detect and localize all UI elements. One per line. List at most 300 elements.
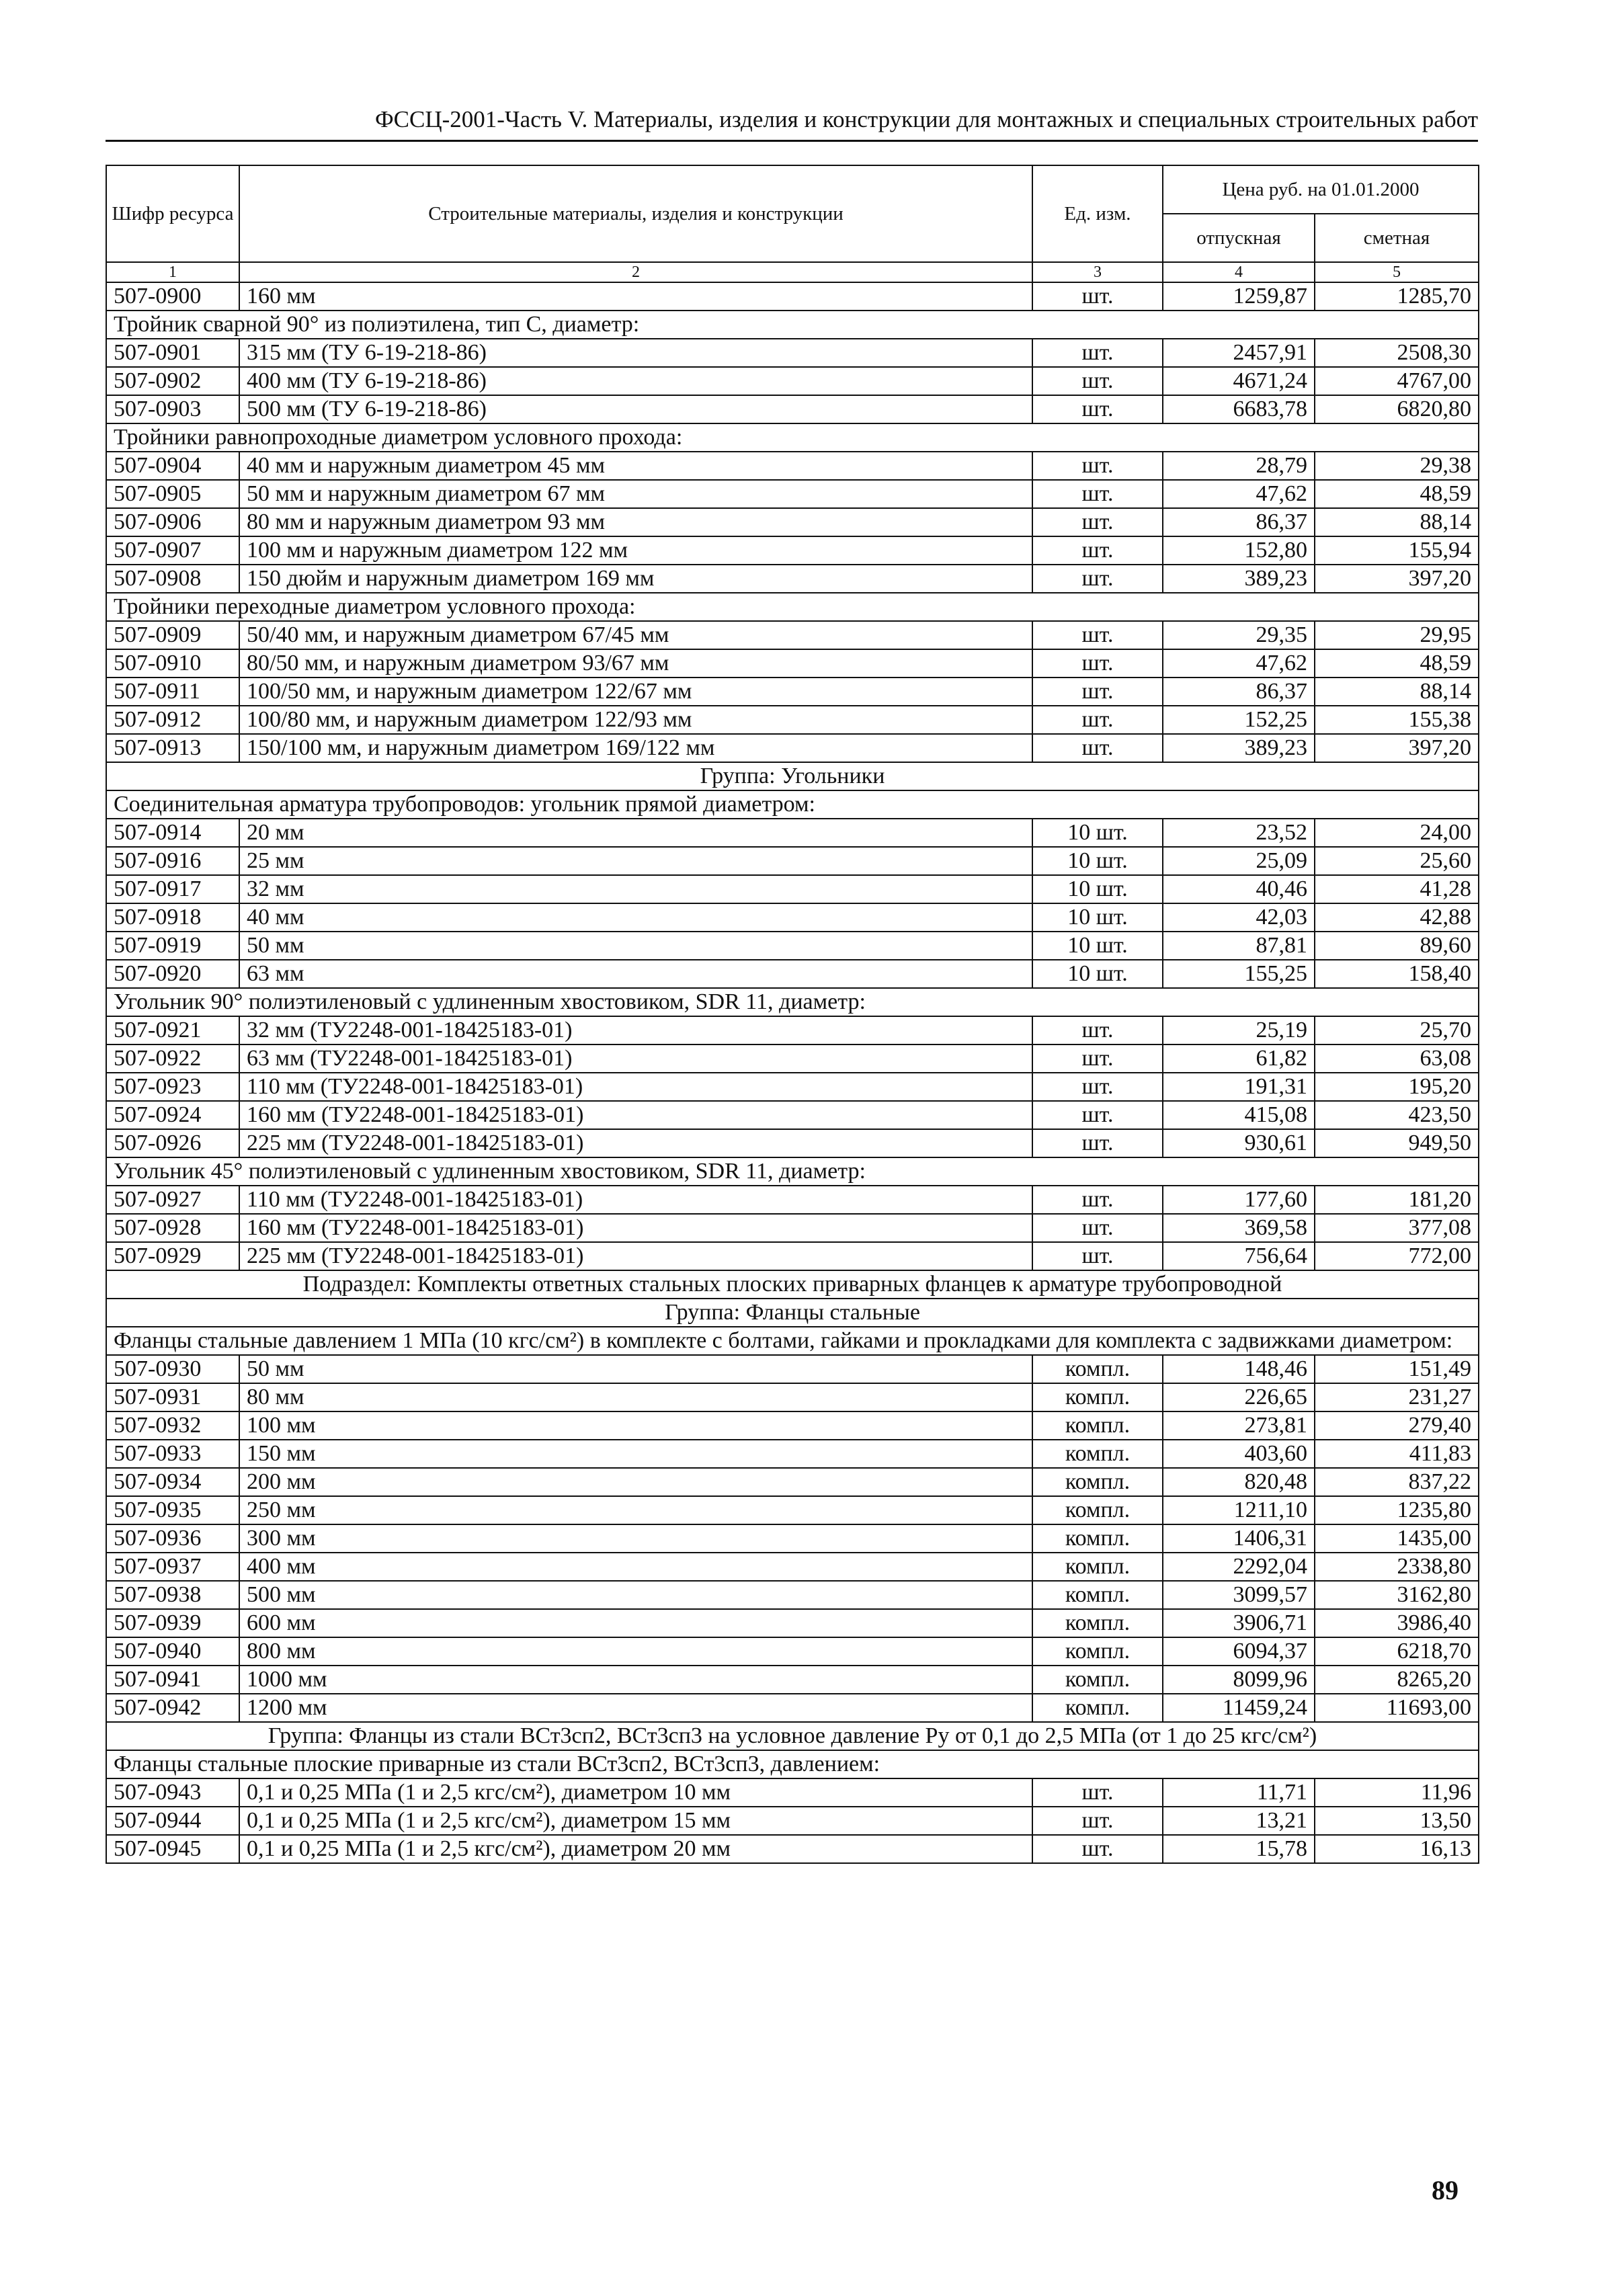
material-name-cell: 0,1 и 0,25 МПа (1 и 2,5 кгс/см²), диаметром 10 мм <box>239 1778 1032 1807</box>
resource-code-cell: 507-0903 <box>106 395 239 423</box>
release-price-cell: 191,31 <box>1163 1073 1315 1101</box>
resource-code-cell: 507-0902 <box>106 367 239 395</box>
material-name-cell: 80/50 мм, и наружным диаметром 93/67 мм <box>239 649 1032 678</box>
material-name-cell: 250 мм <box>239 1496 1032 1524</box>
unit-cell: компл. <box>1032 1524 1163 1553</box>
estimate-price-cell: 48,59 <box>1315 649 1479 678</box>
material-name-cell: 1200 мм <box>239 1694 1032 1722</box>
group-heading-row <box>106 1299 1479 1327</box>
subheading-text: Тройник сварной 90° из полиэтилена, тип С, диаметр: <box>106 311 1479 339</box>
release-price-cell: 177,60 <box>1163 1186 1315 1214</box>
unit-cell: шт. <box>1032 1242 1163 1270</box>
group-heading-text: Группа: Фланцы стальные <box>106 1299 1479 1327</box>
table-row <box>106 1186 1479 1214</box>
release-price-cell: 61,82 <box>1163 1044 1315 1073</box>
table-row <box>106 395 1479 423</box>
release-price-cell: 47,62 <box>1163 649 1315 678</box>
release-price-cell: 930,61 <box>1163 1129 1315 1157</box>
table-row <box>106 1411 1479 1440</box>
material-name-cell: 1000 мм <box>239 1666 1032 1694</box>
unit-cell: компл. <box>1032 1666 1163 1694</box>
unit-cell: компл. <box>1032 1609 1163 1637</box>
resource-code-cell: 507-0941 <box>106 1666 239 1694</box>
resource-code-cell: 507-0937 <box>106 1553 239 1581</box>
table-row <box>106 565 1479 593</box>
resource-code-cell: 507-0945 <box>106 1835 239 1863</box>
release-price-cell: 148,46 <box>1163 1355 1315 1383</box>
material-name-cell: 110 мм (ТУ2248-001-18425183-01) <box>239 1186 1032 1214</box>
unit-cell: шт. <box>1032 706 1163 734</box>
subheading-text: Фланцы стальные давлением 1 МПа (10 кгс/см²) в комплекте с болтами, гайками и прокладками для комплекта с задвижками диаметром: <box>106 1327 1479 1355</box>
release-price-cell: 2292,04 <box>1163 1553 1315 1581</box>
column-number: 3 <box>1032 262 1163 282</box>
material-name-cell: 800 мм <box>239 1637 1032 1666</box>
table-row <box>106 367 1479 395</box>
unit-cell: компл. <box>1032 1581 1163 1609</box>
subheading-row <box>106 790 1479 819</box>
resource-code-cell: 507-0932 <box>106 1411 239 1440</box>
material-name-cell: 225 мм (ТУ2248-001-18425183-01) <box>239 1242 1032 1270</box>
section-heading-row <box>106 1270 1479 1299</box>
unit-cell: 10 шт. <box>1032 932 1163 960</box>
material-name-cell: 40 мм и наружным диаметром 45 мм <box>239 452 1032 480</box>
estimate-price-cell: 151,49 <box>1315 1355 1479 1383</box>
estimate-price-cell: 25,60 <box>1315 847 1479 875</box>
estimate-price-cell: 2508,30 <box>1315 339 1479 367</box>
unit-cell: шт. <box>1032 1016 1163 1044</box>
estimate-price-cell: 24,00 <box>1315 819 1479 847</box>
estimate-price-cell: 16,13 <box>1315 1835 1479 1863</box>
estimate-price-cell: 29,38 <box>1315 452 1479 480</box>
material-name-cell: 20 мм <box>239 819 1032 847</box>
resource-code-cell: 507-0914 <box>106 819 239 847</box>
release-price-cell: 403,60 <box>1163 1440 1315 1468</box>
resource-code-cell: 507-0917 <box>106 875 239 903</box>
table-row <box>106 480 1479 508</box>
release-price-cell: 3906,71 <box>1163 1609 1315 1637</box>
resource-code-cell: 507-0930 <box>106 1355 239 1383</box>
release-price-cell: 47,62 <box>1163 480 1315 508</box>
material-name-cell: 25 мм <box>239 847 1032 875</box>
release-price-cell: 756,64 <box>1163 1242 1315 1270</box>
release-price-cell: 155,25 <box>1163 960 1315 988</box>
estimate-price-cell: 89,60 <box>1315 932 1479 960</box>
release-price-cell: 8099,96 <box>1163 1666 1315 1694</box>
release-price-cell: 25,19 <box>1163 1016 1315 1044</box>
table-row <box>106 932 1479 960</box>
material-name-cell: 63 мм (ТУ2248-001-18425183-01) <box>239 1044 1032 1073</box>
material-name-cell: 300 мм <box>239 1524 1032 1553</box>
page-number: 89 <box>1432 2175 1459 2205</box>
material-name-cell: 80 мм и наружным диаметром 93 мм <box>239 508 1032 536</box>
unit-cell: компл. <box>1032 1637 1163 1666</box>
unit-cell: шт. <box>1032 1186 1163 1214</box>
unit-cell: 10 шт. <box>1032 960 1163 988</box>
table-row <box>106 508 1479 536</box>
resource-code-cell: 507-0944 <box>106 1807 239 1835</box>
column-header-price: Цена руб. на 01.01.2000 <box>1163 165 1479 214</box>
resource-code-cell: 507-0906 <box>106 508 239 536</box>
unit-cell: шт. <box>1032 1044 1163 1073</box>
resource-code-cell: 507-0924 <box>106 1101 239 1129</box>
table-row <box>106 1440 1479 1468</box>
unit-cell: шт. <box>1032 565 1163 593</box>
resource-code-cell: 507-0910 <box>106 649 239 678</box>
resource-code-cell: 507-0927 <box>106 1186 239 1214</box>
table-row <box>106 678 1479 706</box>
material-name-cell: 160 мм (ТУ2248-001-18425183-01) <box>239 1214 1032 1242</box>
release-price-cell: 13,21 <box>1163 1807 1315 1835</box>
release-price-cell: 6094,37 <box>1163 1637 1315 1666</box>
estimate-price-cell: 1285,70 <box>1315 282 1479 311</box>
resource-code-cell: 507-0928 <box>106 1214 239 1242</box>
table-row <box>106 1694 1479 1722</box>
resource-code-cell: 507-0934 <box>106 1468 239 1496</box>
resource-code-cell: 507-0929 <box>106 1242 239 1270</box>
table-row <box>106 536 1479 565</box>
table-row <box>106 1581 1479 1609</box>
table-row <box>106 1666 1479 1694</box>
column-header-code: Шифр ресурса <box>106 165 239 262</box>
resource-code-cell: 507-0935 <box>106 1496 239 1524</box>
subheading-row <box>106 423 1479 452</box>
section-heading-text: Подраздел: Комплекты ответных стальных плоских приварных фланцев к арматуре трубопроводной <box>106 1270 1479 1299</box>
estimate-price-cell: 279,40 <box>1315 1411 1479 1440</box>
resource-code-cell: 507-0904 <box>106 452 239 480</box>
unit-cell: 10 шт. <box>1032 875 1163 903</box>
unit-cell: шт. <box>1032 1101 1163 1129</box>
material-name-cell: 400 мм (ТУ 6-19-218-86) <box>239 367 1032 395</box>
material-name-cell: 100/80 мм, и наружным диаметром 122/93 мм <box>239 706 1032 734</box>
subheading-text: Тройники переходные диаметром условного прохода: <box>106 593 1479 621</box>
material-name-cell: 0,1 и 0,25 МПа (1 и 2,5 кгс/см²), диаметром 20 мм <box>239 1835 1032 1863</box>
unit-cell: компл. <box>1032 1496 1163 1524</box>
release-price-cell: 86,37 <box>1163 508 1315 536</box>
unit-cell: 10 шт. <box>1032 847 1163 875</box>
unit-cell: 10 шт. <box>1032 903 1163 932</box>
table-row <box>106 903 1479 932</box>
table-row <box>106 1637 1479 1666</box>
release-price-cell: 28,79 <box>1163 452 1315 480</box>
resource-code-cell: 507-0900 <box>106 282 239 311</box>
estimate-price-cell: 2338,80 <box>1315 1553 1479 1581</box>
group-heading-row <box>106 762 1479 790</box>
estimate-price-cell: 13,50 <box>1315 1807 1479 1835</box>
resource-code-cell: 507-0916 <box>106 847 239 875</box>
release-price-cell: 87,81 <box>1163 932 1315 960</box>
resource-code-cell: 507-0909 <box>106 621 239 649</box>
resource-code-cell: 507-0940 <box>106 1637 239 1666</box>
resource-code-cell: 507-0926 <box>106 1129 239 1157</box>
estimate-price-cell: 88,14 <box>1315 508 1479 536</box>
table-row <box>106 1553 1479 1581</box>
table-row <box>106 1524 1479 1553</box>
subheading-row <box>106 1750 1479 1778</box>
release-price-cell: 1211,10 <box>1163 1496 1315 1524</box>
resource-code-cell: 507-0921 <box>106 1016 239 1044</box>
resource-code-cell: 507-0908 <box>106 565 239 593</box>
table-row <box>106 706 1479 734</box>
estimate-price-cell: 6820,80 <box>1315 395 1479 423</box>
estimate-price-cell: 6218,70 <box>1315 1637 1479 1666</box>
material-name-cell: 150/100 мм, и наружным диаметром 169/122 мм <box>239 734 1032 762</box>
release-price-cell: 40,46 <box>1163 875 1315 903</box>
unit-cell: шт. <box>1032 536 1163 565</box>
resource-code-cell: 507-0920 <box>106 960 239 988</box>
resource-code-cell: 507-0939 <box>106 1609 239 1637</box>
release-price-cell: 11,71 <box>1163 1778 1315 1807</box>
resource-code-cell: 507-0905 <box>106 480 239 508</box>
estimate-price-cell: 155,38 <box>1315 706 1479 734</box>
release-price-cell: 389,23 <box>1163 565 1315 593</box>
release-price-cell: 820,48 <box>1163 1468 1315 1496</box>
release-price-cell: 273,81 <box>1163 1411 1315 1440</box>
table-row <box>106 1073 1479 1101</box>
estimate-price-cell: 4767,00 <box>1315 367 1479 395</box>
estimate-price-cell: 949,50 <box>1315 1129 1479 1157</box>
unit-cell: компл. <box>1032 1411 1163 1440</box>
estimate-price-cell: 3162,80 <box>1315 1581 1479 1609</box>
unit-cell: шт. <box>1032 1214 1163 1242</box>
subheading-text: Угольник 90° полиэтиленовый с удлиненным хвостовиком, SDR 11, диаметр: <box>106 988 1479 1016</box>
unit-cell: шт. <box>1032 508 1163 536</box>
unit-cell: шт. <box>1032 1778 1163 1807</box>
resource-code-cell: 507-0923 <box>106 1073 239 1101</box>
unit-cell: шт. <box>1032 1073 1163 1101</box>
subheading-row <box>106 988 1479 1016</box>
material-name-cell: 63 мм <box>239 960 1032 988</box>
resource-code-cell: 507-0938 <box>106 1581 239 1609</box>
estimate-price-cell: 25,70 <box>1315 1016 1479 1044</box>
table-row <box>106 875 1479 903</box>
subheading-text: Соединительная арматура трубопроводов: угольник прямой диаметром: <box>106 790 1479 819</box>
material-name-cell: 200 мм <box>239 1468 1032 1496</box>
release-price-cell: 1259,87 <box>1163 282 1315 311</box>
material-name-cell: 50 мм <box>239 1355 1032 1383</box>
release-price-cell: 415,08 <box>1163 1101 1315 1129</box>
column-number: 4 <box>1163 262 1315 282</box>
estimate-price-cell: 88,14 <box>1315 678 1479 706</box>
estimate-price-cell: 231,27 <box>1315 1383 1479 1411</box>
estimate-price-cell: 423,50 <box>1315 1101 1479 1129</box>
table-row <box>106 1214 1479 1242</box>
estimate-price-cell: 411,83 <box>1315 1440 1479 1468</box>
material-name-cell: 160 мм (ТУ2248-001-18425183-01) <box>239 1101 1032 1129</box>
unit-cell: шт. <box>1032 339 1163 367</box>
resource-code-cell: 507-0919 <box>106 932 239 960</box>
estimate-price-cell: 11693,00 <box>1315 1694 1479 1722</box>
table-row <box>106 339 1479 367</box>
resource-code-cell: 507-0901 <box>106 339 239 367</box>
estimate-price-cell: 377,08 <box>1315 1214 1479 1242</box>
section-heading-text: Группа: Фланцы из стали ВСт3сп2, ВСт3сп3 на условное давление Ру от 0,1 до 2,5 МПа (от 1 до 25 кгс/см²) <box>106 1722 1479 1750</box>
unit-cell: компл. <box>1032 1553 1163 1581</box>
section-heading-row <box>106 1722 1479 1750</box>
subheading-text: Угольник 45° полиэтиленовый с удлиненным хвостовиком, SDR 11, диаметр: <box>106 1157 1479 1186</box>
unit-cell: шт. <box>1032 649 1163 678</box>
unit-cell: шт. <box>1032 678 1163 706</box>
estimate-price-cell: 29,95 <box>1315 621 1479 649</box>
material-name-cell: 150 дюйм и наружным диаметром 169 мм <box>239 565 1032 593</box>
material-name-cell: 500 мм <box>239 1581 1032 1609</box>
table-row <box>106 1242 1479 1270</box>
estimate-price-cell: 181,20 <box>1315 1186 1479 1214</box>
resource-code-cell: 507-0922 <box>106 1044 239 1073</box>
unit-cell: шт. <box>1032 282 1163 311</box>
release-price-cell: 3099,57 <box>1163 1581 1315 1609</box>
estimate-price-cell: 772,00 <box>1315 1242 1479 1270</box>
material-name-cell: 225 мм (ТУ2248-001-18425183-01) <box>239 1129 1032 1157</box>
release-price-cell: 29,35 <box>1163 621 1315 649</box>
subheading-row <box>106 311 1479 339</box>
group-heading-text: Группа: Угольники <box>106 762 1479 790</box>
material-name-cell: 100/50 мм, и наружным диаметром 122/67 мм <box>239 678 1032 706</box>
unit-cell: шт. <box>1032 452 1163 480</box>
release-price-cell: 86,37 <box>1163 678 1315 706</box>
estimate-price-cell: 397,20 <box>1315 565 1479 593</box>
release-price-cell: 6683,78 <box>1163 395 1315 423</box>
unit-cell: компл. <box>1032 1694 1163 1722</box>
page-header: ФССЦ-2001-Часть V. Материалы, изделия и конструкции для монтажных и специальных строительных работ <box>106 106 1478 142</box>
table-row <box>106 819 1479 847</box>
column-number: 1 <box>106 262 239 282</box>
unit-cell: шт. <box>1032 621 1163 649</box>
release-price-cell: 23,52 <box>1163 819 1315 847</box>
unit-cell: шт. <box>1032 480 1163 508</box>
release-price-cell: 152,80 <box>1163 536 1315 565</box>
material-name-cell: 160 мм <box>239 282 1032 311</box>
column-number: 5 <box>1315 262 1479 282</box>
material-name-cell: 150 мм <box>239 1440 1032 1468</box>
subheading-row <box>106 593 1479 621</box>
material-name-cell: 50 мм <box>239 932 1032 960</box>
release-price-cell: 25,09 <box>1163 847 1315 875</box>
estimate-price-cell: 158,40 <box>1315 960 1479 988</box>
table-row <box>106 1807 1479 1835</box>
table-row <box>106 1496 1479 1524</box>
material-name-cell: 0,1 и 0,25 МПа (1 и 2,5 кгс/см²), диаметром 15 мм <box>239 1807 1032 1835</box>
unit-cell: компл. <box>1032 1383 1163 1411</box>
material-name-cell: 100 мм <box>239 1411 1032 1440</box>
column-header-unit: Ед. изм. <box>1032 165 1163 262</box>
estimate-price-cell: 48,59 <box>1315 480 1479 508</box>
material-name-cell: 32 мм (ТУ2248-001-18425183-01) <box>239 1016 1032 1044</box>
table-row <box>106 1383 1479 1411</box>
column-header-estimate-price: сметная <box>1315 214 1479 262</box>
resource-code-cell: 507-0943 <box>106 1778 239 1807</box>
table-row <box>106 960 1479 988</box>
subheading-row <box>106 1157 1479 1186</box>
table-row <box>106 734 1479 762</box>
unit-cell: компл. <box>1032 1468 1163 1496</box>
release-price-cell: 42,03 <box>1163 903 1315 932</box>
resource-code-cell: 507-0907 <box>106 536 239 565</box>
release-price-cell: 152,25 <box>1163 706 1315 734</box>
unit-cell: 10 шт. <box>1032 819 1163 847</box>
resource-code-cell: 507-0933 <box>106 1440 239 1468</box>
table-row <box>106 1101 1479 1129</box>
table-row <box>106 282 1479 311</box>
material-name-cell: 315 мм (ТУ 6-19-218-86) <box>239 339 1032 367</box>
material-name-cell: 600 мм <box>239 1609 1032 1637</box>
estimate-price-cell: 155,94 <box>1315 536 1479 565</box>
material-name-cell: 40 мм <box>239 903 1032 932</box>
subheading-row <box>106 1327 1479 1355</box>
table-row <box>106 1016 1479 1044</box>
resource-code-cell: 507-0911 <box>106 678 239 706</box>
resource-code-cell: 507-0942 <box>106 1694 239 1722</box>
material-name-cell: 80 мм <box>239 1383 1032 1411</box>
table-row <box>106 1778 1479 1807</box>
unit-cell: шт. <box>1032 395 1163 423</box>
table-row <box>106 1609 1479 1637</box>
release-price-cell: 4671,24 <box>1163 367 1315 395</box>
table-row <box>106 1468 1479 1496</box>
column-header-name: Строительные материалы, изделия и конструкции <box>239 165 1032 262</box>
estimate-price-cell: 3986,40 <box>1315 1609 1479 1637</box>
resource-code-cell: 507-0912 <box>106 706 239 734</box>
unit-cell: шт. <box>1032 1129 1163 1157</box>
estimate-price-cell: 1235,80 <box>1315 1496 1479 1524</box>
subheading-text: Тройники равнопроходные диаметром условного прохода: <box>106 423 1479 452</box>
unit-cell: шт. <box>1032 1835 1163 1863</box>
material-name-cell: 50 мм и наружным диаметром 67 мм <box>239 480 1032 508</box>
unit-cell: шт. <box>1032 367 1163 395</box>
unit-cell: компл. <box>1032 1440 1163 1468</box>
release-price-cell: 369,58 <box>1163 1214 1315 1242</box>
price-table <box>106 165 1479 1864</box>
material-name-cell: 110 мм (ТУ2248-001-18425183-01) <box>239 1073 1032 1101</box>
material-name-cell: 400 мм <box>239 1553 1032 1581</box>
unit-cell: компл. <box>1032 1355 1163 1383</box>
estimate-price-cell: 195,20 <box>1315 1073 1479 1101</box>
table-row <box>106 1129 1479 1157</box>
resource-code-cell: 507-0913 <box>106 734 239 762</box>
release-price-cell: 11459,24 <box>1163 1694 1315 1722</box>
release-price-cell: 226,65 <box>1163 1383 1315 1411</box>
estimate-price-cell: 41,28 <box>1315 875 1479 903</box>
estimate-price-cell: 1435,00 <box>1315 1524 1479 1553</box>
column-number: 2 <box>239 262 1032 282</box>
table-row <box>106 621 1479 649</box>
material-name-cell: 500 мм (ТУ 6-19-218-86) <box>239 395 1032 423</box>
unit-cell: шт. <box>1032 734 1163 762</box>
resource-code-cell: 507-0918 <box>106 903 239 932</box>
column-header-release-price: отпускная <box>1163 214 1315 262</box>
subheading-text: Фланцы стальные плоские приварные из стали ВСт3сп2, ВСт3сп3, давлением: <box>106 1750 1479 1778</box>
estimate-price-cell: 11,96 <box>1315 1778 1479 1807</box>
resource-code-cell: 507-0936 <box>106 1524 239 1553</box>
material-name-cell: 50/40 мм, и наружным диаметром 67/45 мм <box>239 621 1032 649</box>
table-row <box>106 847 1479 875</box>
material-name-cell: 100 мм и наружным диаметром 122 мм <box>239 536 1032 565</box>
estimate-price-cell: 63,08 <box>1315 1044 1479 1073</box>
estimate-price-cell: 8265,20 <box>1315 1666 1479 1694</box>
table-row <box>106 649 1479 678</box>
release-price-cell: 15,78 <box>1163 1835 1315 1863</box>
resource-code-cell: 507-0931 <box>106 1383 239 1411</box>
release-price-cell: 1406,31 <box>1163 1524 1315 1553</box>
table-row <box>106 1355 1479 1383</box>
table-row <box>106 1835 1479 1863</box>
release-price-cell: 389,23 <box>1163 734 1315 762</box>
table-body <box>106 282 1479 1863</box>
unit-cell: шт. <box>1032 1807 1163 1835</box>
estimate-price-cell: 397,20 <box>1315 734 1479 762</box>
release-price-cell: 2457,91 <box>1163 339 1315 367</box>
estimate-price-cell: 837,22 <box>1315 1468 1479 1496</box>
table-row <box>106 1044 1479 1073</box>
